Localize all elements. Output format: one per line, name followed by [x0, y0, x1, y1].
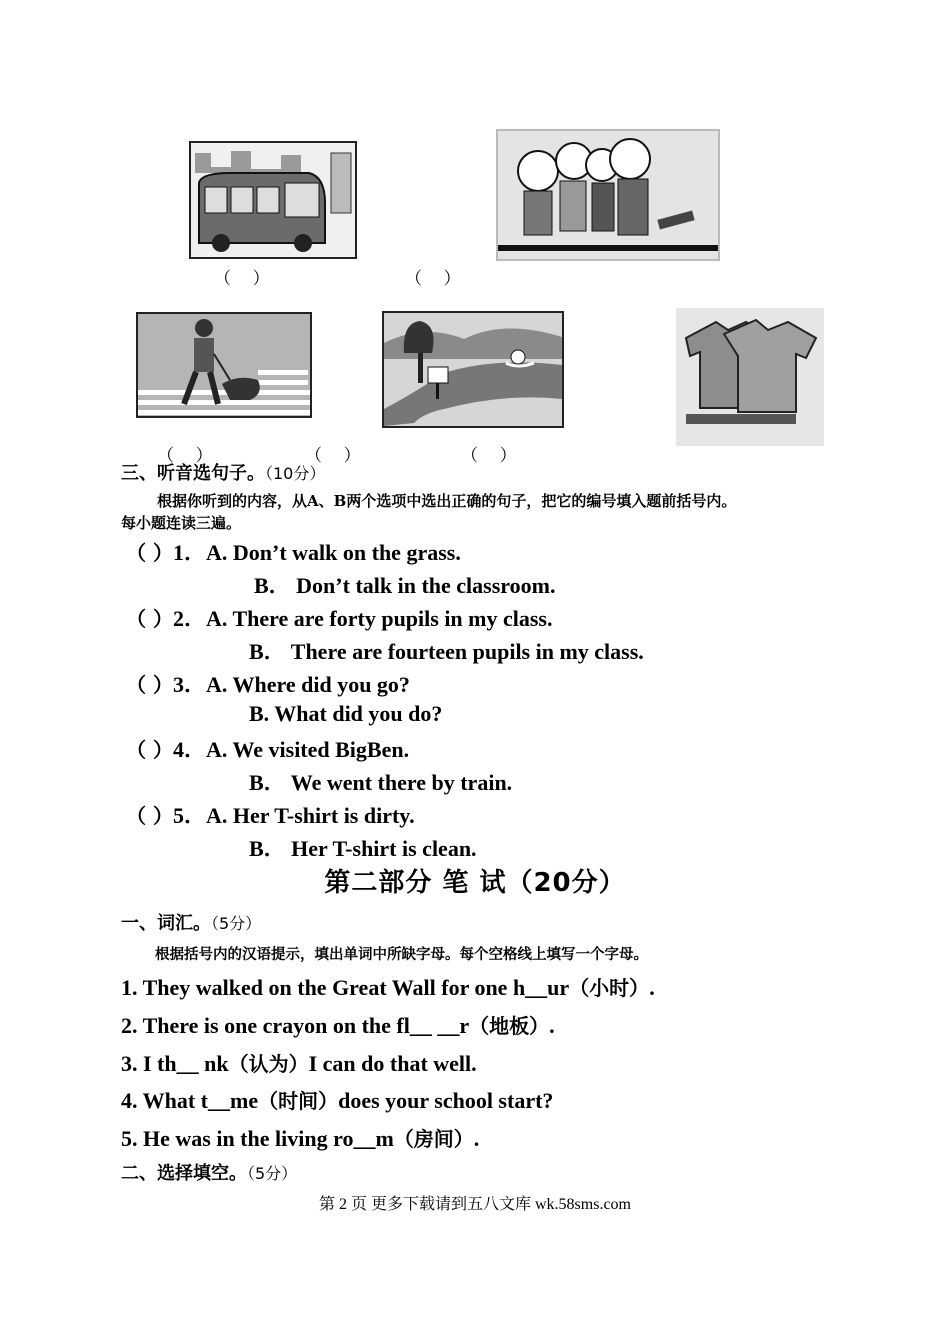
part2-title: 第二部分 笔 试（20分） — [324, 868, 626, 898]
chinese-hint: （小时） — [569, 976, 650, 1000]
children-picture — [496, 129, 720, 261]
answer-paren[interactable]: （ ） — [126, 804, 173, 828]
page-footer: 第 2 页 更多下载请到五八文库 wk.58sms.com — [318, 1196, 631, 1213]
listening-question-4 — [126, 733, 409, 764]
question-number: 3． — [172, 672, 206, 697]
option-a: A. There are forty pupils in my class. — [205, 606, 553, 631]
picture-answer-paren-1[interactable]: （ ） — [214, 269, 270, 289]
section3-points: （10分） — [265, 464, 326, 483]
picture-answer-paren-2[interactable]: （ ） — [405, 269, 461, 289]
picture-answer-paren-3[interactable]: （ ） — [157, 446, 213, 466]
listening-question-5-option-b: B． Her T-shirt is clean. — [249, 836, 477, 861]
question-number: 5． — [172, 803, 206, 828]
option-a: A. Don’t walk on the grass. — [205, 540, 461, 565]
chinese-hint: （地板） — [469, 1014, 550, 1038]
listening-question-1-option-b: B． Don’t talk in the classroom. — [254, 573, 556, 598]
vocab-sentence: 1. They walked on the Great Wall for one h__ur — [121, 975, 570, 1000]
chinese-hint: （时间） — [258, 1089, 339, 1113]
choice-title — [121, 1159, 297, 1185]
listening-question-4-option-b: B． We went there by train. — [249, 770, 513, 795]
choice-title-text: 二、选择填空。 — [121, 1163, 247, 1184]
listening-question-1 — [126, 536, 461, 567]
picture-answer-paren-5[interactable]: （ ） — [461, 446, 517, 466]
chinese-hint: （房间） — [393, 1127, 474, 1151]
vocab-item-1 — [121, 972, 655, 1001]
option-a: A. We visited BigBen. — [205, 737, 410, 762]
bus-picture — [189, 141, 357, 259]
vocab-item-4 — [121, 1085, 553, 1114]
vocab-instruction: 根据括号内的汉语提示，填出单词中所缺字母。每个空格线上填写一个字母。 — [155, 946, 648, 963]
vocab-title — [121, 909, 261, 935]
picture-answer-paren-4[interactable]: （ ） — [305, 446, 361, 466]
vocab-sentence: 4. What t__me — [121, 1088, 259, 1113]
vocab-title-text: 一、词汇。 — [121, 913, 211, 934]
listening-question-2 — [126, 602, 553, 633]
section3-instruction-1: 根据你听到的内容，从A、B两个选项中选出正确的句子，把它的编号填入题前括号内。 — [157, 492, 737, 510]
option-a: A. Where did you go? — [205, 672, 410, 697]
answer-paren[interactable]: （ ） — [126, 738, 173, 762]
vocab-sentence-end: . — [549, 1013, 555, 1038]
vocab-sentence-end: I can do that well. — [308, 1051, 477, 1076]
answer-paren[interactable]: （ ） — [126, 673, 173, 697]
vocab-sentence: 2. There is one crayon on the fl__ __r — [121, 1013, 470, 1038]
vocab-item-5 — [121, 1123, 479, 1152]
question-number: 1． — [172, 540, 206, 565]
section3-instruction-2: 每小题连读三遍。 — [121, 514, 242, 532]
section3-title-text: 三、听音选句子。 — [121, 463, 265, 484]
crosswalk-dog-picture — [136, 312, 312, 418]
option-a: A. Her T-shirt is dirty. — [205, 803, 415, 828]
listening-question-5 — [126, 799, 415, 830]
question-number: 2． — [172, 606, 206, 631]
chinese-hint: （认为） — [228, 1052, 309, 1076]
vocab-item-2 — [121, 1010, 555, 1039]
listening-question-2-option-b: B． There are fourteen pupils in my class. — [249, 639, 644, 664]
vocab-sentence-end: . — [473, 1126, 480, 1151]
listening-question-3 — [126, 668, 410, 699]
choice-points: （5分） — [247, 1164, 298, 1183]
vocab-sentence: 3. I th__ nk — [121, 1051, 229, 1076]
river-swimming-picture — [382, 311, 564, 428]
vocab-sentence-end: . — [649, 975, 655, 1000]
listening-question-3-option-b: B. What did you do? — [249, 701, 443, 726]
vocab-sentence: 5. He was in the living ro__m — [121, 1126, 394, 1151]
tshirt-picture — [676, 308, 824, 446]
question-number: 4． — [172, 737, 206, 762]
answer-paren[interactable]: （ ） — [126, 541, 173, 565]
section3-title — [121, 459, 325, 485]
vocab-item-3 — [121, 1048, 477, 1077]
vocab-sentence-end: does your school start? — [338, 1088, 554, 1113]
vocab-points: （5分） — [211, 914, 262, 933]
answer-paren[interactable]: （ ） — [126, 607, 173, 631]
